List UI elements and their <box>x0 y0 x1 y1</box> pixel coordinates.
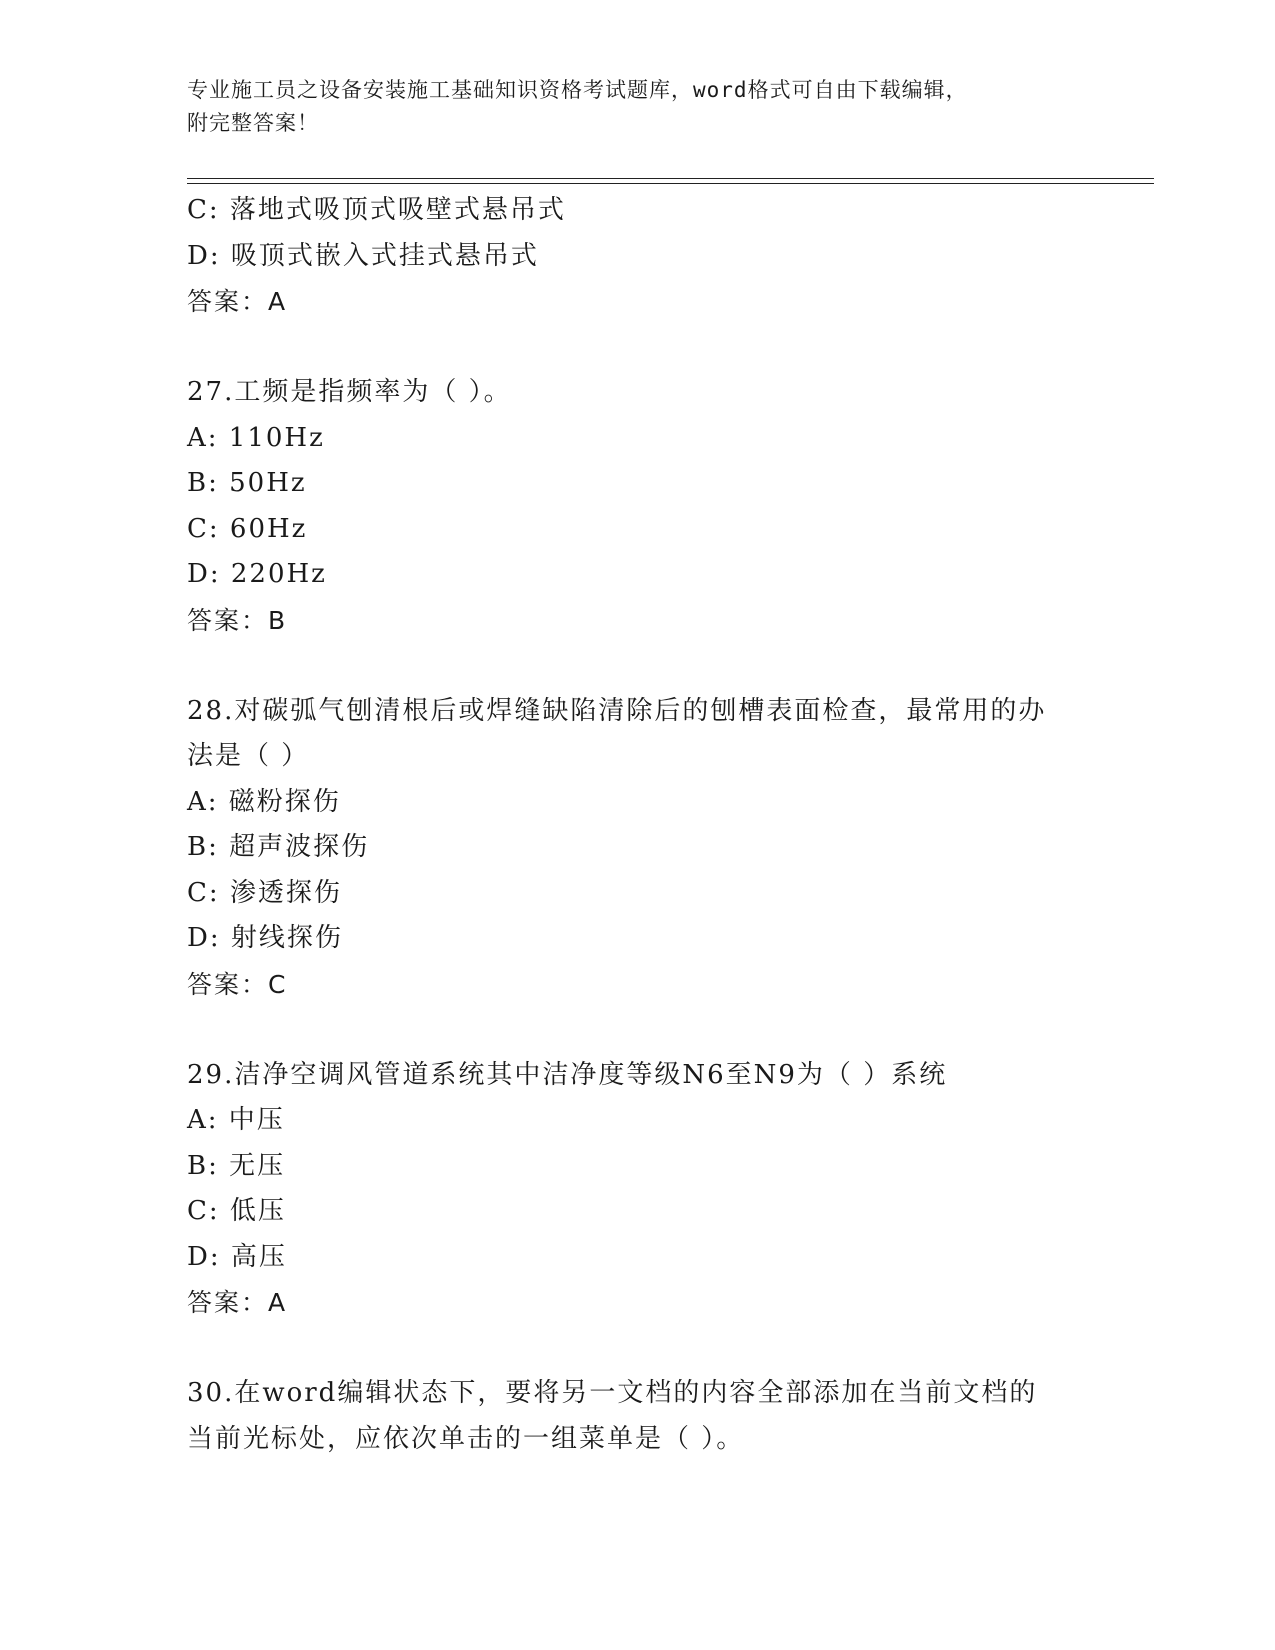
option-d: D: 220Hz <box>187 559 327 589</box>
spacer <box>187 643 1087 689</box>
header-line-2: 附完整答案！ <box>187 111 319 135</box>
option-c: C: 渗透探伤 <box>187 877 342 908</box>
option-c: C: 60Hz <box>187 513 308 544</box>
answer-line: 答案：B <box>187 605 288 635</box>
answer-line: 答案：A <box>187 287 288 316</box>
page-header <box>187 74 1087 140</box>
option-b: B: 无压 <box>187 1150 286 1181</box>
option-c: C: 低压 <box>187 1196 286 1226</box>
answer-line: 答案：A <box>187 1288 288 1317</box>
spacer <box>187 325 1087 371</box>
option-c: C: 落地式吸顶式吸壁式悬吊式 <box>187 195 566 225</box>
option-d: D: 高压 <box>187 1241 287 1272</box>
spacer <box>187 1326 1087 1372</box>
question-stem: 29.洁净空调风管道系统其中洁净度等级N6至N9为（ ）系统 <box>187 1059 948 1090</box>
answer-line: 答案：C <box>187 969 288 999</box>
question-stem: 27.工频是指频率为（ ）。 <box>187 377 512 407</box>
option-b: B: 50Hz <box>187 468 307 498</box>
header-divider <box>187 178 1154 184</box>
question-list <box>187 188 1087 1462</box>
question-stem-continued: 当前光标处，应依次单击的一组菜单是（ ）。 <box>187 1423 745 1454</box>
option-a: A: 磁粉探伤 <box>187 786 341 817</box>
option-a: A: 110Hz <box>187 422 325 453</box>
option-b: B: 超声波探伤 <box>187 832 370 862</box>
question-stem: 28.对碳弧气刨清根后或焊缝缺陷清除后的刨槽表面检查，最常用的办 <box>187 695 1047 726</box>
header-line-1: 专业施工员之设备安装施工基础知识资格考试题库，word格式可自由下载编辑， <box>187 78 968 102</box>
option-a: A: 中压 <box>187 1105 285 1135</box>
option-d: D: 射线探伤 <box>187 923 343 953</box>
question-stem: 30.在word编辑状态下，要将另一文档的内容全部添加在当前文档的 <box>187 1378 1038 1408</box>
question-stem-continued: 法是（ ） <box>187 741 310 771</box>
spacer <box>187 1007 1087 1053</box>
option-d: D: 吸顶式嵌入式挂式悬吊式 <box>187 240 539 271</box>
